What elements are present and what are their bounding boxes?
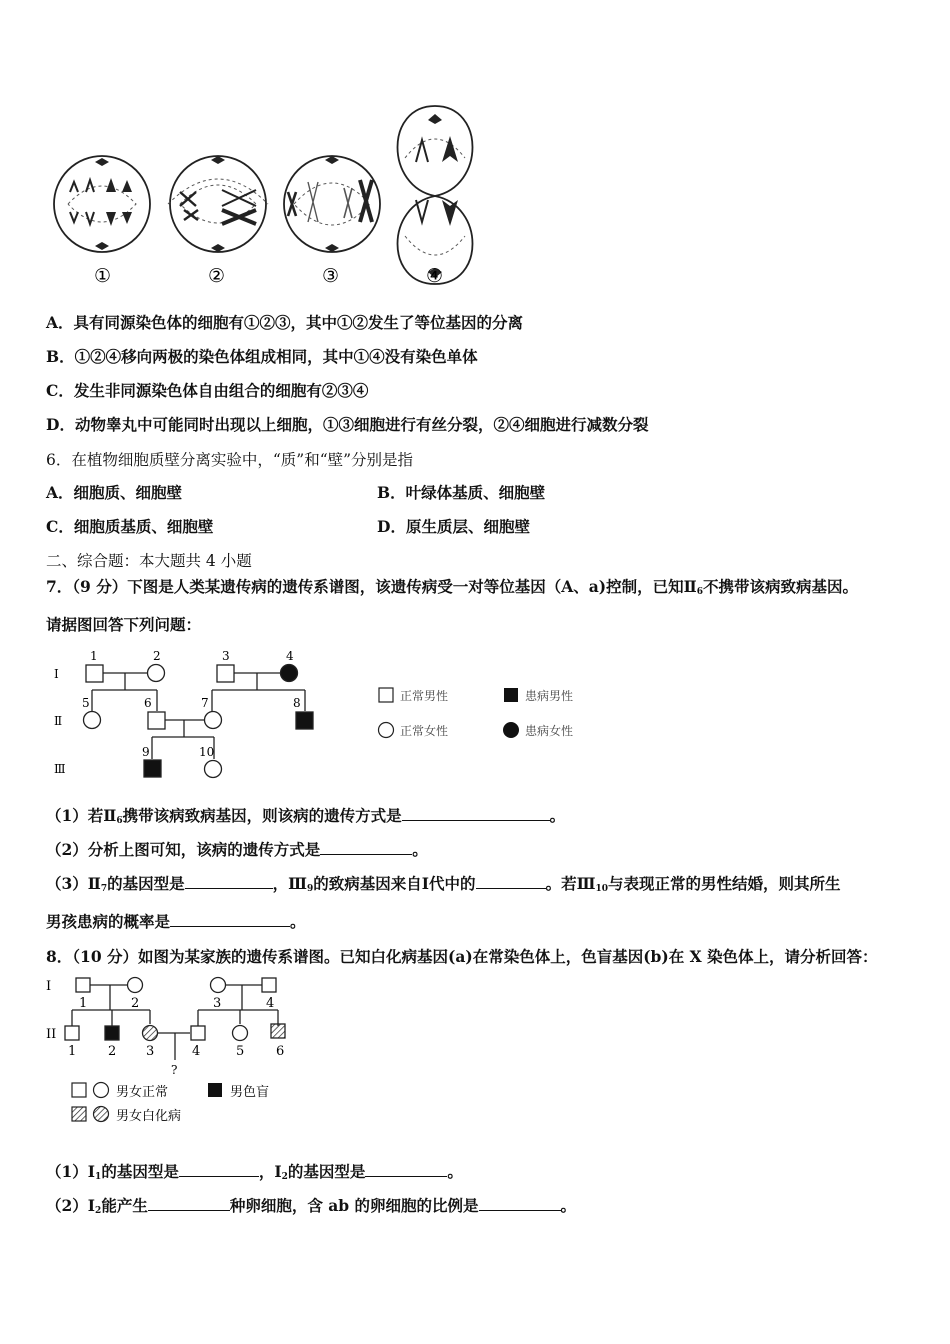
- person-I4: [281, 665, 298, 682]
- q7-p3-b: 的基因型是: [107, 874, 185, 893]
- q8-gen-label-I: I: [46, 979, 52, 994]
- q8-p1-sub1: 1: [95, 1172, 102, 1182]
- cell-label-2: ②: [208, 265, 226, 287]
- q6-option-a: A．细胞质、细胞壁: [46, 483, 183, 502]
- q8-legend: [70, 1080, 310, 1128]
- q7-p3-d: 的致病基因来自Ⅰ代中的: [313, 874, 476, 893]
- q7-p3-g: 男孩患病的概率是: [46, 912, 171, 931]
- q8-person-II3: [143, 1026, 158, 1041]
- q7-part-1: [46, 804, 565, 826]
- q8-p1-a: （1）Ⅰ: [46, 1162, 96, 1181]
- q8-num-II3: 3: [146, 1044, 155, 1059]
- q8-question-mark: ?: [171, 1063, 178, 1077]
- q8-p2-a: （2）Ⅰ: [46, 1196, 96, 1215]
- q5-option-a: A．具有同源染色体的细胞有①②③，其中①②发生了等位基因的分离: [46, 313, 524, 332]
- q5-option-d: D．动物睾丸中可能同时出现以上细胞，①③细胞进行有丝分裂，②④细胞进行减数分裂: [46, 415, 649, 434]
- q8-person-II5: [233, 1026, 248, 1041]
- num-6: 6: [144, 696, 152, 710]
- q7-stem-part-a: 7．（9 分）下图是人类某遗传病的遗传系谱图，该遗传病受一对等位基因（A、a)控制，已知Ⅱ: [46, 577, 697, 596]
- q8-answer-blank-2[interactable]: [365, 1162, 447, 1177]
- cell-1: [54, 156, 150, 252]
- cell-2: [168, 156, 268, 252]
- q7-part-2: [46, 838, 428, 860]
- legend-affected-male-icon: [504, 688, 518, 702]
- q7-part-3-cont: [46, 910, 306, 932]
- num-3: 3: [222, 649, 230, 663]
- cell-4: [398, 106, 473, 284]
- person-II7: [205, 712, 222, 729]
- q7-p3-f: 与表现正常的男性结婚，则其所生: [607, 874, 841, 893]
- q7-answer-blank-5[interactable]: [170, 912, 290, 927]
- person-II6: [148, 712, 165, 729]
- cell-division-figure: [40, 100, 500, 290]
- legend2-albino-female-icon: [94, 1107, 109, 1122]
- num-5: 5: [82, 696, 90, 710]
- q8-p1-c: ，Ⅰ: [258, 1162, 282, 1181]
- legend2-normal-female-icon: [94, 1083, 109, 1098]
- q8-p2-sub: 2: [95, 1206, 102, 1216]
- legend-normal-female-icon: [379, 723, 394, 738]
- q8-num-I4: 4: [266, 996, 275, 1011]
- q7-p3-c: ，Ⅲ: [272, 874, 308, 893]
- legend2-albino: 男女白化病: [116, 1109, 182, 1124]
- num-1: 1: [90, 649, 98, 663]
- q8-person-I4: [262, 978, 276, 992]
- person-I1: [86, 665, 103, 682]
- q7-p1-period: 。: [549, 806, 566, 825]
- q8-part-2: [46, 1194, 576, 1216]
- legend-affected-male: 患病男性: [525, 689, 574, 703]
- q7-answer-blank-1[interactable]: [402, 806, 550, 821]
- q8-answer-blank-1[interactable]: [179, 1162, 259, 1177]
- legend-normal-male-icon: [379, 688, 393, 702]
- num-8: 8: [293, 696, 301, 710]
- q8-person-I1: [76, 978, 90, 992]
- q6-option-b: B．叶绿体基质、细胞壁: [377, 483, 546, 502]
- gen-label-I: Ⅰ: [54, 667, 59, 681]
- cell-label-3: ③: [322, 265, 340, 287]
- q7-p1-b: 携带该病致病基因，则该病的遗传方式是: [122, 806, 402, 825]
- legend2-albino-male-icon: [72, 1107, 86, 1121]
- q7-stem-part-b: 不携带该病致病基因。: [702, 577, 858, 596]
- legend-normal-male: 正常男性: [400, 689, 449, 703]
- q8-num-I2: 2: [131, 996, 140, 1011]
- q6-option-c: C．细胞质基质、细胞壁: [46, 517, 214, 536]
- q8-num-II6: 6: [276, 1044, 285, 1059]
- q8-p2-c: 种卵细胞，含 ab 的卵细胞的比例是: [229, 1196, 479, 1215]
- q5-option-c: C．发生非同源染色体自由组合的细胞有②③④: [46, 381, 369, 400]
- q8-p1-d: 的基因型是: [287, 1162, 366, 1181]
- q7-p2-period: 。: [412, 840, 428, 859]
- q7-p2-text: （2）分析上图可知，该病的遗传方式是: [46, 840, 321, 859]
- legend2-normal: 男女正常: [116, 1085, 169, 1100]
- person-III10: [205, 761, 222, 778]
- legend2-normal-male-icon: [72, 1083, 86, 1097]
- q7-pedigree: [46, 645, 326, 785]
- q8-answer-blank-4[interactable]: [479, 1196, 561, 1211]
- num-7: 7: [201, 696, 209, 710]
- cell-3: [284, 156, 380, 252]
- q8-gen-label-II: II: [46, 1027, 57, 1042]
- q8-person-II2: [105, 1026, 119, 1040]
- q8-num-I1: 1: [79, 996, 88, 1011]
- person-I3: [217, 665, 234, 682]
- q7-answer-blank-2[interactable]: [320, 840, 412, 855]
- person-II8: [296, 712, 313, 729]
- q7-p3-sub2: 9: [307, 884, 314, 894]
- q8-stem: 8．（10 分）如图为某家族的遗传系谱图。已知白化病基因(a)在常染色体上，色盲基因(b)在 X 染色体上，请分析回答：: [46, 947, 878, 966]
- q7-stem: [46, 575, 858, 597]
- q7-legend: [376, 684, 596, 744]
- q8-p2-b: 能产生: [101, 1196, 148, 1215]
- q8-part-1: [46, 1160, 463, 1182]
- q7-answer-blank-4[interactable]: [476, 874, 546, 889]
- q7-p3-period: 。: [290, 912, 306, 931]
- num-9: 9: [142, 745, 150, 759]
- q8-answer-blank-3[interactable]: [148, 1196, 230, 1211]
- q7-stem-2: 请据图回答下列问题：: [46, 615, 202, 634]
- q7-p3-sub1: 7: [100, 884, 108, 894]
- q8-person-I2: [128, 978, 143, 993]
- q8-num-II5: 5: [236, 1044, 245, 1059]
- q8-p1-period: 。: [447, 1162, 463, 1181]
- q7-p3-sub3: 10: [595, 884, 608, 894]
- q8-person-II6: [271, 1024, 285, 1038]
- legend-normal-female: 正常女性: [400, 724, 449, 738]
- person-III9: [144, 760, 161, 777]
- gen-label-II: Ⅱ: [54, 714, 63, 728]
- q8-num-I3: 3: [213, 996, 222, 1011]
- q7-p1-a: （1）若Ⅱ: [46, 806, 117, 825]
- legend-affected-female-icon: [503, 722, 519, 738]
- q7-p3-e: 。若Ⅲ: [545, 874, 596, 893]
- person-I2: [148, 665, 165, 682]
- num-4: 4: [286, 649, 294, 663]
- q8-person-II4: [191, 1026, 205, 1040]
- q8-p1-sub2: 2: [281, 1172, 288, 1182]
- q7-part-3: [46, 872, 841, 894]
- q6-option-d: D．原生质层、细胞壁: [377, 517, 530, 536]
- q7-p1-sub: 6: [116, 816, 123, 826]
- legend2-colorblind-icon: [208, 1083, 222, 1097]
- legend2-colorblind: 男色盲: [230, 1085, 270, 1100]
- num-2: 2: [153, 649, 161, 663]
- q8-num-II1: 1: [68, 1044, 77, 1059]
- q8-num-II4: 4: [192, 1044, 201, 1059]
- q8-p2-period: 。: [560, 1196, 577, 1215]
- num-10: 10: [199, 745, 215, 759]
- q8-person-I3: [211, 978, 226, 993]
- q8-person-II1: [65, 1026, 79, 1040]
- cell-label-4: ④: [426, 265, 444, 287]
- section-2-title: 二、综合题：本大题共 4 小题: [46, 552, 252, 570]
- person-II5: [84, 712, 101, 729]
- q7-answer-blank-3[interactable]: [185, 874, 273, 889]
- q7-p3-a: （3）Ⅱ: [46, 874, 101, 893]
- q7-stem-sub: 6: [696, 587, 703, 597]
- q5-option-b: B．①②④移向两极的染色体组成相同，其中①④没有染色单体: [46, 347, 478, 366]
- q8-p1-b: 的基因型是: [101, 1162, 179, 1181]
- q8-num-II2: 2: [108, 1044, 117, 1059]
- q8-pedigree: [40, 970, 310, 1085]
- cell-label-1: ①: [94, 265, 112, 287]
- q6-stem: 6．在植物细胞质壁分离实验中，“质”和“壁”分别是指: [46, 451, 414, 469]
- legend-affected-female: 患病女性: [525, 724, 574, 738]
- gen-label-III: Ⅲ: [54, 762, 66, 776]
